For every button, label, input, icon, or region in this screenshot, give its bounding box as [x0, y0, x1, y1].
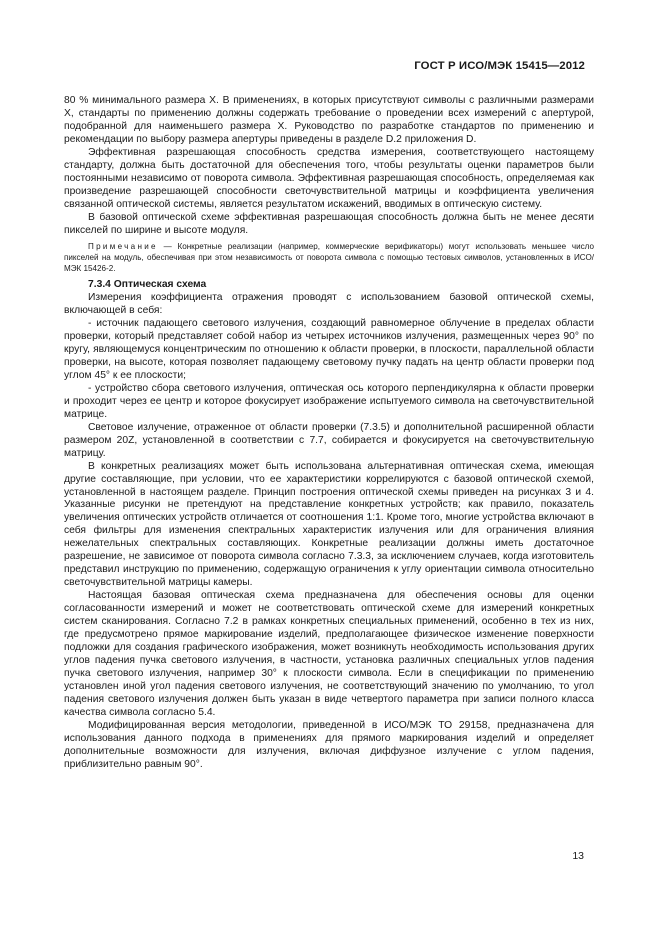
paragraph-base-scheme-purpose: Настоящая базовая оптическая схема предназначена для обеспечения основы для оценки согласованности измерений и может не соответствовать оптической схеме для измерений конкретных систем сканирования. Согласно 7.2 в рамках конкретных специальных применений, особенно в тех из них, где предусмотрено прямое маркирование изделий, предполагающее физическое изменение поверхности подложки для создания графического изображения, может возникнуть необходимость использования других углов падения пучка светового излучения, в частности, установка различных специальных углов падения пучка светового излучения, например 30° к плоскости символа. Если в спецификации по применению установлен иной угол падения светового излучения, не соответствующий значению по умолчанию, то угол падения светового излучения должен быть указан в виде четвертого параметра при записи полного класса качества символа согласно 5.4. [64, 590, 594, 718]
document-header: ГОСТ Р ИСО/МЭК 15415—2012 [414, 60, 585, 72]
list-item-light-collector: - устройство сбора светового излучения, оптическая ось которого перпендикулярна к области проверки и проходит через ее центр и которое фокусирует изображение испытуемого символа на светочувствительной матрице. [64, 382, 594, 420]
paragraph-reflectance-intro: Измерения коэффициента отражения проводят с использованием базовой оптической схемы, включающей в себя: [64, 292, 594, 317]
paragraph-reflected-light: Световое излучение, отраженное от области проверки (7.3.5) и дополнительной расширенной области размером 20Z, установленной в соответствии с 7.7, собирается и фокусируется на светочувствительную матрицу. [64, 421, 594, 459]
note-label: Примечание [88, 242, 158, 252]
section-heading: 7.3.4 Оптическая схема [88, 279, 207, 291]
paragraph-effective-resolution: Эффективная разрешающая способность средства измерения, соответствующего настоящему стандарту, должна быть достаточной для обеспечения того, чтобы результаты оценки параметров были постоянными независимо от поворота символа. Эффективная разрешающая способность, определяемая как произведение разрешающей способности светочувствительной матрицы и коэффициента увеличения связанной оптической системы, является результатом искажений, вводимых в оптическую систему. [64, 146, 594, 210]
paragraph-aperture: 80 % минимального размера X. В применениях, в которых присутствуют символы с различными размерами X, стандарты по применению должны содержать требование о проведении всех измерений с апертурой, подобранной для наименьшего размера X. Руководство по разработке стандартов по применению и рекомендации по выбору размера апертуры приведены в разделе D.2 приложения D. [64, 95, 594, 145]
note [64, 242, 594, 274]
note-text: — Конкретные реализации (например, коммерческие верификаторы) могут использовать меньшее число пикселей на модуль, обеспечивая при этом независимость от поворота символа с помощью тестовых символов, установленных в ИСО/МЭК 15426-2. [64, 242, 594, 273]
list-item-light-source: - источник падающего светового излучения, создающий равномерное облучение в пределах области проверки, который представляет собой набор из четырех источников излучения, размещенных через 90° по кругу, являющемуся концентрическим по отношению к области проверки, в плоскости, параллельной области проверки, на высоте, которая позволяет падающему световому пучку падать на центр области проверки под углом 45° к ее плоскости; [64, 318, 594, 381]
page-body [64, 95, 594, 771]
paragraph-alternative-scheme: В конкретных реализациях может быть использована альтернативная оптическая схема, имеющая другие составляющие, при условии, что ее характеристики коррелируются с базовой оптической схемой, установленной в настоящем разделе. Принцип построения оптической схемы приведен на рисунках 3 и 4. Указанные рисунки не претендуют на представление конкретных устройств; как правило, показатель увеличения оптических устройств отличается от соотношения 1:1. Кроме того, многие устройства включают в себя фильтры для изменения спектральных характеристик излучения или для ограничения влияния нежелательных спектральных составляющих. Конкретные реализации должны иметь достаточное разрешение, не зависимое от поворота символа согласно 7.3.3, за исключением случаев, когда изготовитель представил инструкцию по применению, содержащую ограничения к углу ориентации символа относительно светочувствительной матрицы камеры. [64, 460, 594, 589]
paragraph-modified-methodology: Модифицированная версия методологии, приведенной в ИСО/МЭК ТО 29158, предназначена для использования данного подхода в применениях для прямого маркирования изделий и определяет дополнительные возможности для излучения, включая диффузное излучение с углом падения, приблизительно равным 90°. [64, 719, 594, 770]
paragraph-base-scheme-pixels: В базовой оптической схеме эффективная разрешающая способность должна быть не менее десяти пикселей по ширине и высоте модуля. [64, 211, 594, 236]
page-number: 13 [572, 850, 584, 862]
